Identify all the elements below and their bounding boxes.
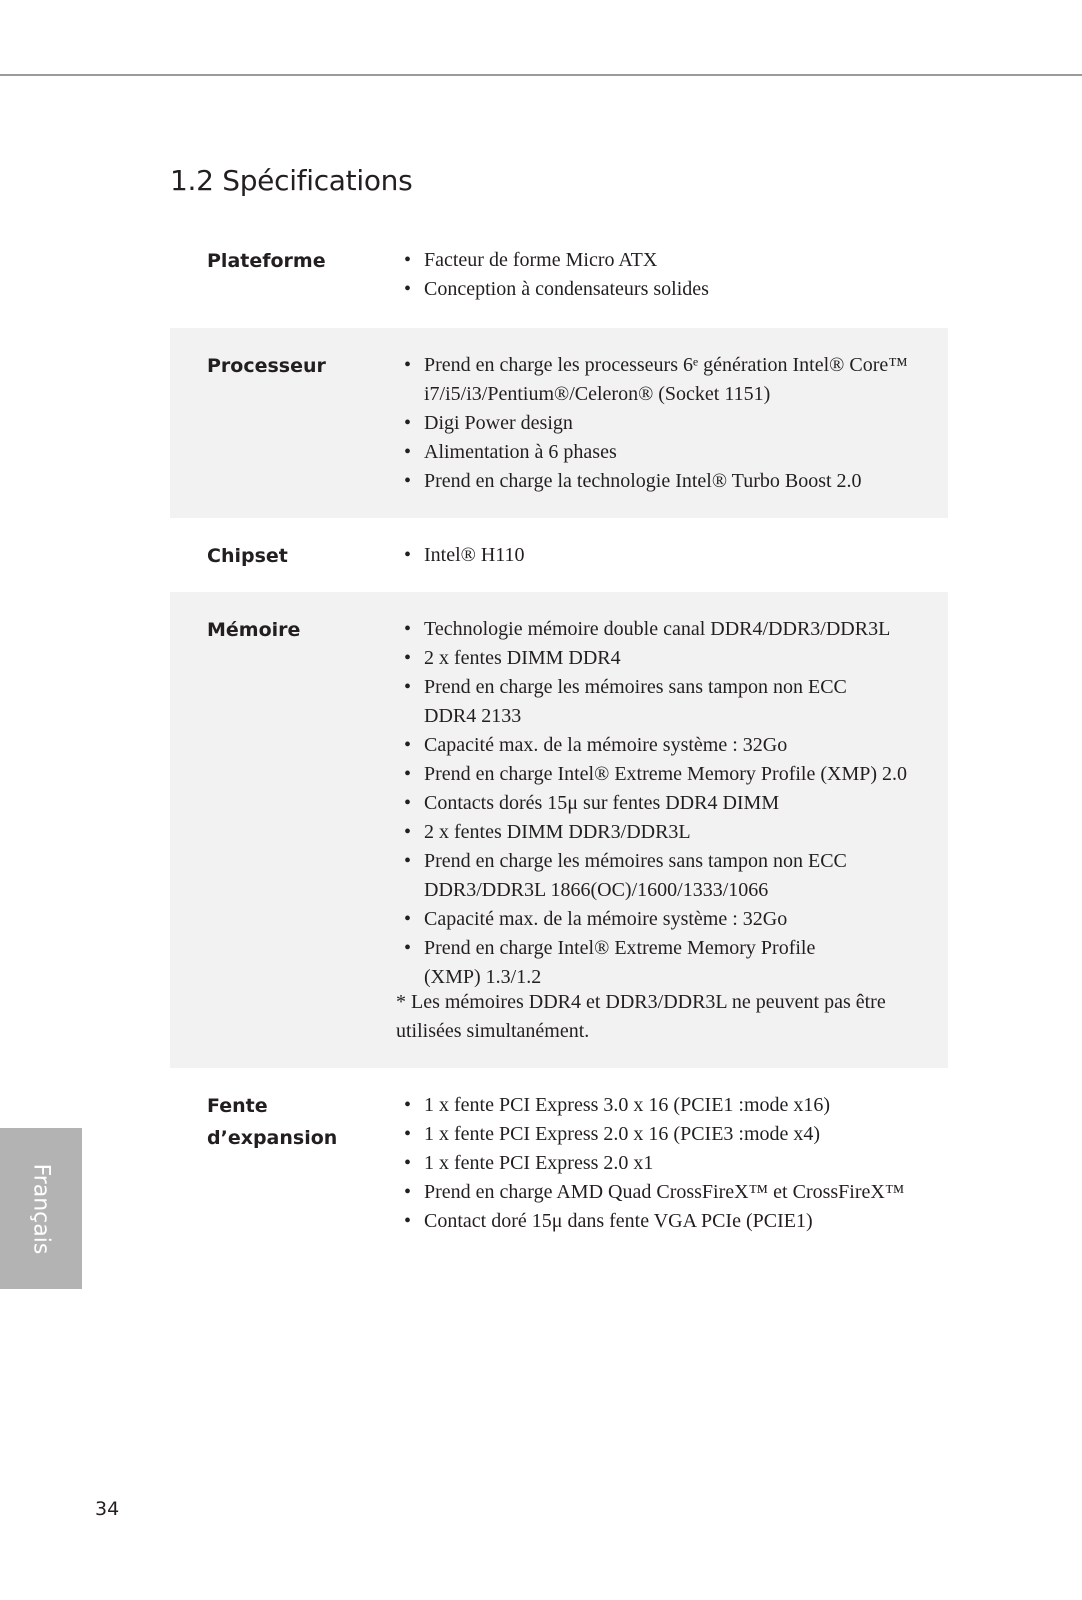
spec-row-processeur (170, 328, 948, 518)
spec-item: • Prend en charge la technologie Intel® Turbo Boost 2.0 (395, 467, 935, 496)
page-number: 34 (95, 1498, 120, 1520)
spec-item: • Contacts dorés 15μ sur fentes DDR4 DIMM (395, 789, 935, 818)
spec-items (395, 246, 935, 304)
spec-item: • 2 x fentes DIMM DDR3/DDR3L (395, 818, 935, 847)
spec-item: • Prend en charge les mémoires sans tampon non ECC DDR3/DDR3L 1866(OC)/1600/1333/1066 (395, 847, 935, 905)
spec-item: • 1 x fente PCI Express 2.0 x1 (395, 1149, 935, 1178)
spec-label: Mémoire (207, 619, 301, 641)
spec-item: • 2 x fentes DIMM DDR4 (395, 644, 935, 673)
spec-label: Plateforme (207, 250, 326, 272)
spec-item: • Prend en charge les mémoires sans tampon non ECC DDR4 2133 (395, 673, 935, 731)
section-title: 1.2 Spécifications (170, 164, 413, 197)
spec-items (395, 1091, 935, 1236)
spec-row-chipset (170, 518, 948, 592)
spec-item: • Technologie mémoire double canal DDR4/DDR3/DDR3L (395, 615, 935, 644)
spec-item: • Capacité max. de la mémoire système : 32Go (395, 731, 935, 760)
spec-label: Chipset (207, 545, 288, 567)
language-tab-label: Français (28, 1163, 54, 1254)
spec-note: * Les mémoires DDR4 et DDR3/DDR3L ne peuvent pas être utilisées simultanément. (396, 991, 886, 1042)
spec-item: • Conception à condensateurs solides (395, 275, 935, 304)
spec-item: • Prend en charge AMD Quad CrossFireX™ et CrossFireX™ (395, 1178, 935, 1207)
spec-item: • Alimentation à 6 phases (395, 438, 935, 467)
spec-items (395, 615, 935, 992)
spec-items (395, 351, 935, 496)
spec-label: Processeur (207, 355, 326, 377)
spec-label: Fente d’expansion (207, 1095, 338, 1149)
spec-row-plateforme (170, 232, 948, 328)
spec-item: • Prend en charge Intel® Extreme Memory Profile (XMP) 2.0 (395, 760, 935, 789)
spec-item: • 1 x fente PCI Express 2.0 x 16 (PCIE3 :mode x4) (395, 1120, 935, 1149)
spec-row-fente-expansion (170, 1068, 948, 1248)
spec-row-memoire (170, 592, 948, 1068)
spec-item: • Digi Power design (395, 409, 935, 438)
top-rule (0, 74, 1082, 76)
spec-item: • Intel® H110 (395, 541, 935, 570)
spec-item: • Prend en charge Intel® Extreme Memory Profile (XMP) 1.3/1.2 (395, 934, 935, 992)
spec-item: • Prend en charge les processeurs 6ᵉ génération Intel® Core™ i7/i5/i3/Pentium®/Celeron® (Socket 1151) (395, 351, 935, 409)
language-tab (0, 1128, 82, 1289)
spec-item: • Facteur de forme Micro ATX (395, 246, 935, 275)
spec-item: • 1 x fente PCI Express 3.0 x 16 (PCIE1 :mode x16) (395, 1091, 935, 1120)
spec-item: • Contact doré 15μ dans fente VGA PCIe (PCIE1) (395, 1207, 935, 1236)
spec-items (395, 541, 935, 570)
spec-item: • Capacité max. de la mémoire système : 32Go (395, 905, 935, 934)
